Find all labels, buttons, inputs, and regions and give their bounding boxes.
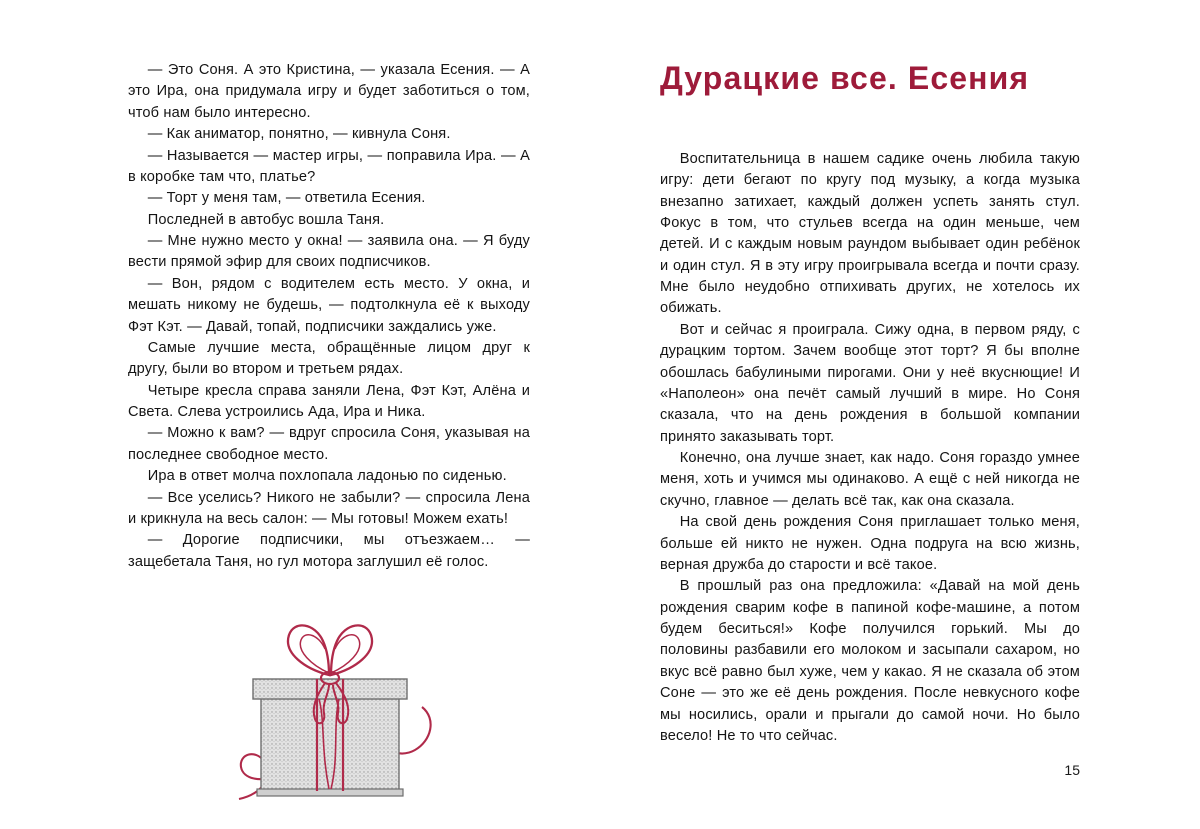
paragraph: На свой день рождения Соня приглашает только меня, больше ей никто не нужен. Одна подруга на всю жизнь, верная дружба до старости и всё такое.	[660, 514, 1080, 573]
paragraph: Самые лучшие места, обращённые лицом друг к другу, были во втором и третьем рядах.	[128, 339, 530, 378]
gift-box-with-ribbon-illustration	[128, 599, 530, 829]
paragraph: Воспитательница в нашем садике очень любила такую игру: дети бегают по кругу под музыку, а когда музыка внезапно затихает, каждый должен успеть занять стул. Фокус в том, что стульев всегда на один меньше, чем детей. И с каждым новым раундом выбывает один ребёнок и один стул. Я в эту игру проигрывала всегда и почти сразу. Мне было неудобно отпихивать других, не хотелось их обижать.	[660, 150, 1080, 317]
right-page	[600, 0, 1200, 822]
paragraph: — Торт у меня там, — ответила Есения.	[147, 190, 426, 207]
paragraph: Конечно, она лучше знает, как надо. Соня гораздо умнее меня, хоть и учимся мы одинаково. А ещё с ней никогда не скучно, главное — делать всё так, как она сказала.	[660, 450, 1080, 509]
page-number: 15	[1064, 762, 1080, 778]
paragraph: В прошлый раз она предложила: «Давай на мой день рождения сварим кофе в папиной кофе-машине, а потом будем беситься!» Кофе получился горький. Мы до половины разбавили его молоком и засыпали сахаром, но вкус всё равно был хуже, чем у какао. Я не сказала об этом Соне — это же её день рождения. После невкусного кофе мы носились, орали и прыгали до самой ночи. Но было весело! Не то что сейчас.	[660, 578, 1080, 744]
gift-box-svg	[179, 599, 479, 814]
paragraph: — Можно к вам? — вдруг спросила Соня, указывая на последнее свободное место.	[128, 425, 530, 463]
paragraph: — Вон, рядом с водителем есть место. У окна, и мешать никому не будешь, — подтолкнула её к выходу Фэт Кэт. — Давай, топай, подписчики заждались уже.	[128, 275, 530, 335]
paragraph: Четыре кресла справа заняли Лена, Фэт Кэт, Алёна и Света. Слева устроились Ада, Ира и Ника.	[128, 382, 530, 420]
paragraph: — Называется — мастер игры, — поправила Ира. — А в коробке там что, платье?	[128, 147, 530, 185]
paragraph: — Все уселись? Никого не забыли? — спросила Лена и крикнула на весь салон: — Мы готовы! Можем ехать!	[128, 489, 530, 527]
chapter-title: Дурацкие все. Есения	[660, 60, 1030, 96]
paragraph: — Это Соня. А это Кристина, — указала Есения. — А это Ира, она придумала игру и будет заботиться о том, чтоб нам было интересно.	[128, 62, 530, 121]
right-page-text	[660, 149, 1080, 748]
paragraph: Последней в автобус вошла Таня.	[147, 211, 385, 228]
paragraph: — Дорогие подписчики, мы отъезжаем… — защебетала Таня, но гул мотора заглушил её голос.	[128, 532, 530, 570]
left-page	[0, 0, 600, 822]
paragraph: Вот и сейчас я проиграла. Сижу одна, в первом ряду, с дурацким тортом. Зачем вообще этот торт? Я бы вполне обошлась бабулиными пирогами. Они у неё вкуснющие! И «Наполеон» она печёт самый лучший в мире. Но Соня сказала, что на день рождения в большой компании принято заказывать торт.	[660, 321, 1080, 445]
paragraph: — Как аниматор, понятно, — кивнула Соня.	[147, 126, 451, 143]
paragraph: — Мне нужно место у окна! — заявила она. — Я буду вести прямой эфир для своих подписчиков.	[128, 233, 530, 271]
left-page-text	[128, 60, 530, 573]
paragraph: Ира в ответ молча похлопала ладонью по сиденью.	[147, 468, 507, 485]
